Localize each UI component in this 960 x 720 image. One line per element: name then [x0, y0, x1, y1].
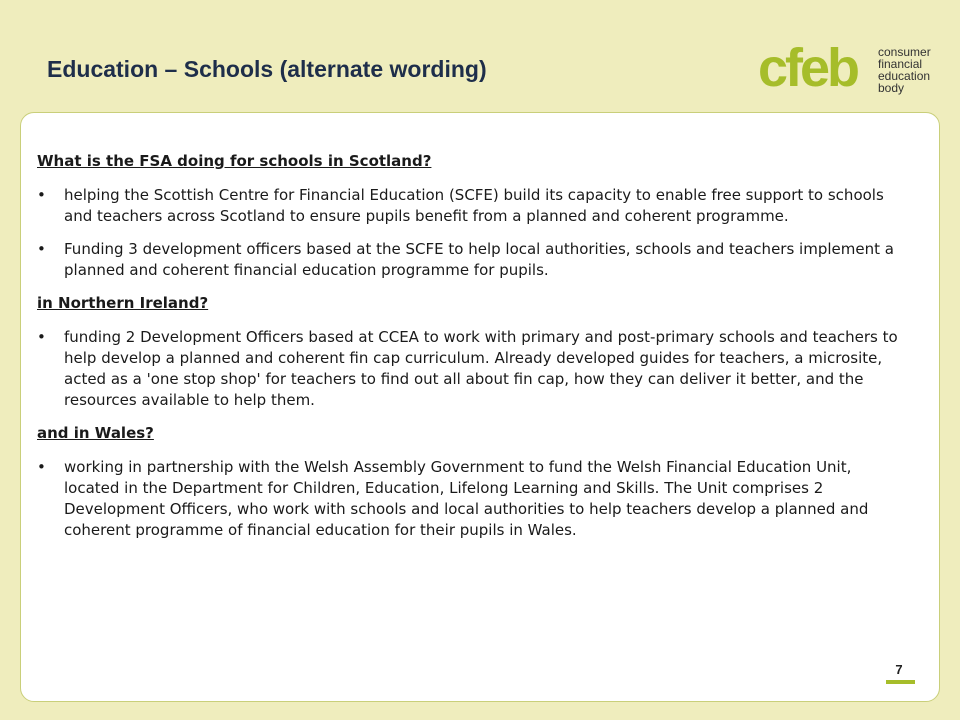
bullet-dot-icon: • [37, 328, 46, 346]
bullet-dot-icon: • [37, 458, 46, 476]
page-number: 7 [895, 662, 903, 677]
bullet-item [37, 239, 907, 281]
bullet-text: helping the Scottish Centre for Financial Education (SCFE) build its capacity to enable free support to schools and teachers across Scotland to ensure pupils benefit from a planned and coherent programme. [64, 186, 884, 225]
content-panel [20, 112, 940, 702]
bullet-text: working in partnership with the Welsh Assembly Government to fund the Welsh Financial Education Unit, located in the Department for Children, Education, Lifelong Learning and Skills. The Unit comprises 2 Development Officers, who work with schools and local authorities to help teachers develop a planned and coherent programme of financial education for their pupils in Wales. [64, 458, 869, 539]
bullet-text: funding 2 Development Officers based at CCEA to work with primary and post-primary schools and teachers to help develop a planned and coherent fin cap curriculum. Already developed guides for teachers, a microsite, acted as a 'one stop shop' for teachers to find out all about fin cap, how they can deliver it better, and the resources available to help them. [64, 328, 898, 409]
page-number-underline [886, 680, 915, 684]
logo-line: financial [878, 57, 923, 71]
logo-subtitle [878, 46, 931, 94]
heading-wales: and in Wales? [37, 424, 154, 442]
heading-scotland: What is the FSA doing for schools in Scotland? [37, 152, 432, 170]
logo-wordmark: cfeb [758, 38, 858, 98]
content-body [37, 151, 907, 553]
bullet-dot-icon: • [37, 240, 46, 258]
bullet-item [37, 457, 907, 541]
heading-northern-ireland: in Northern Ireland? [37, 294, 209, 312]
bullet-text: Funding 3 development officers based at the SCFE to help local authorities, schools and teachers implement a planned and coherent financial education programme for pupils. [64, 240, 894, 279]
cfeb-logo [758, 38, 948, 100]
bullet-dot-icon: • [37, 186, 46, 204]
logo-line: education [878, 69, 931, 83]
logo-line: consumer [878, 45, 931, 59]
slide-title: Education – Schools (alternate wording) [47, 56, 487, 82]
bullet-item [37, 185, 907, 227]
logo-line: body [878, 81, 905, 95]
bullet-item [37, 327, 907, 411]
